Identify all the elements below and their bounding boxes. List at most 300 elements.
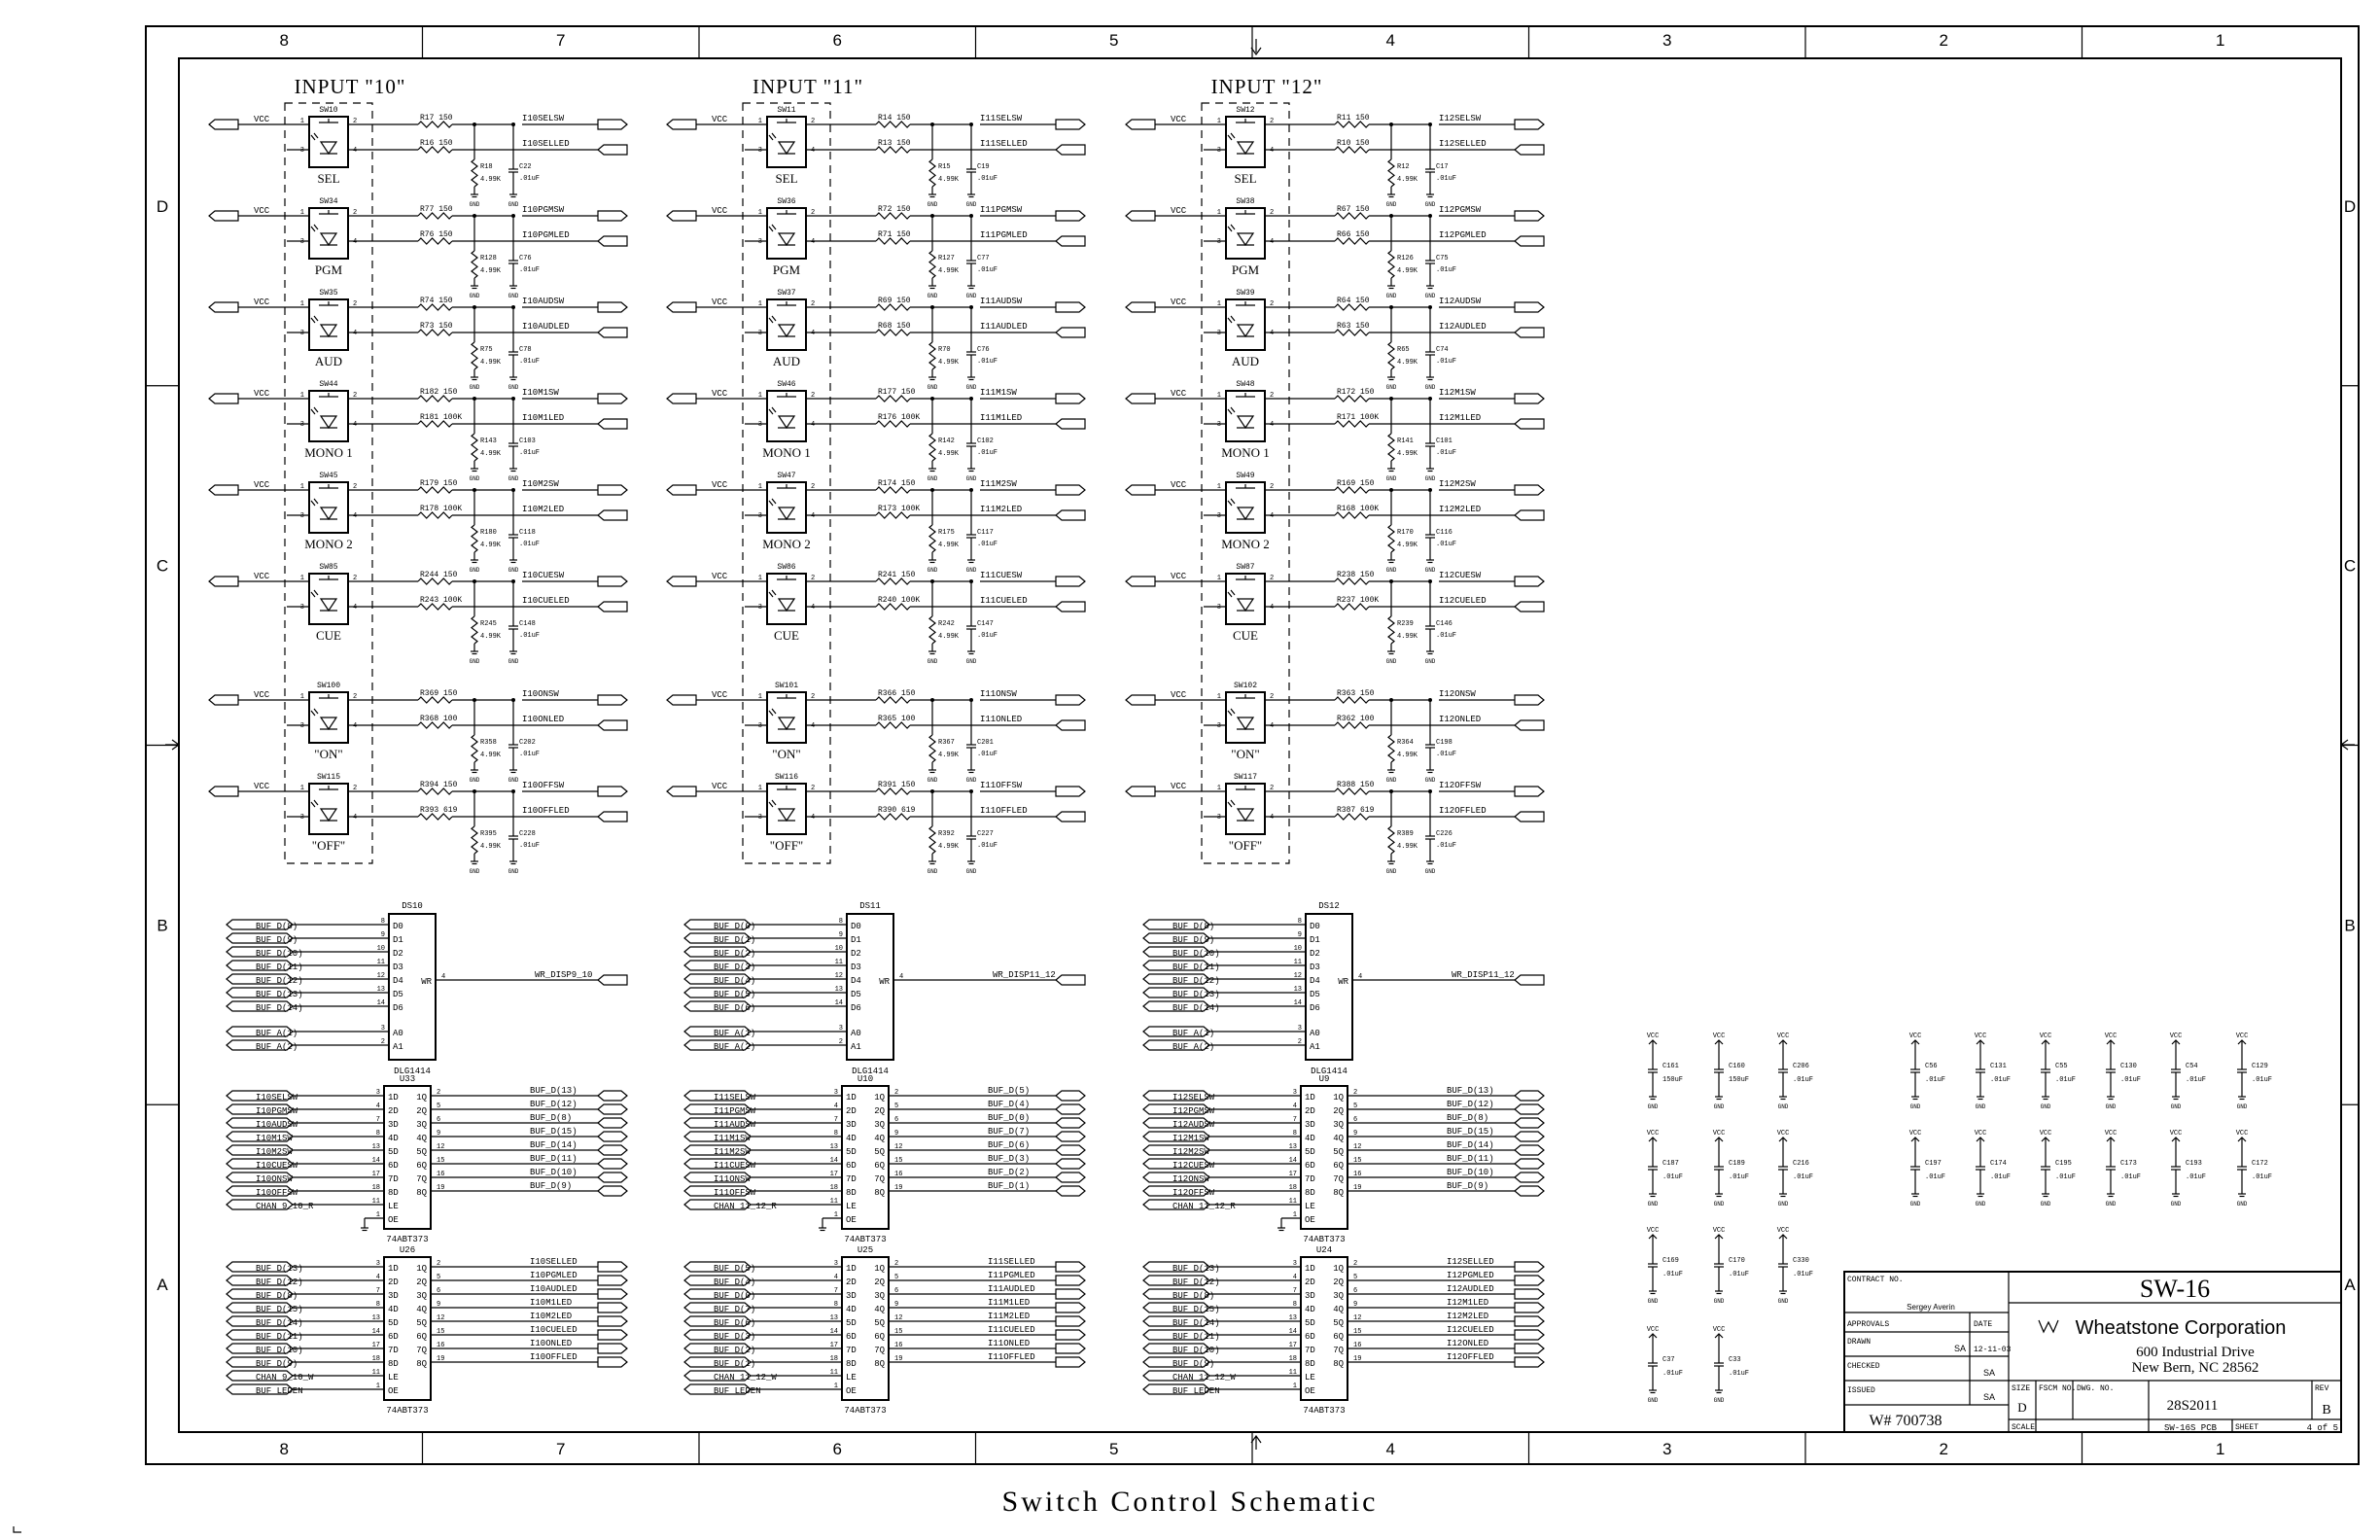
pin-number: 14: [1293, 999, 1302, 1007]
gnd-label: GND: [469, 658, 480, 665]
capacitor: [1425, 261, 1435, 263]
ground-symbol: [471, 651, 478, 654]
signal-out-flag: [1515, 302, 1544, 312]
ground-symbol: [928, 377, 936, 380]
pin-name: 1Q: [1333, 1264, 1344, 1274]
title-block: [1844, 1272, 2341, 1433]
capacitor-value: .01uF: [1990, 1173, 2012, 1181]
signal-name: I12M2SW: [1439, 479, 1476, 489]
pin-name: 6Q: [416, 1161, 427, 1171]
signal-out-flag: [598, 577, 627, 586]
resistor-value: 4.99K: [480, 176, 502, 184]
pin-number: 6: [894, 1287, 899, 1295]
switch-function-label: SEL: [317, 171, 340, 186]
signal-name: BUF_A(2): [1172, 1042, 1215, 1052]
ground-symbol: [471, 560, 478, 563]
resistor-ref: R171 100K: [1337, 413, 1380, 422]
signal-name: BUF_D(4): [714, 976, 756, 986]
pin-number: 3: [299, 147, 304, 155]
pin-name: 2D: [846, 1278, 857, 1287]
ic-ref: U10: [857, 1074, 874, 1084]
ground-symbol: [967, 560, 975, 563]
signal-name: BUF_D(2): [988, 1168, 1031, 1177]
ground-symbol: [1649, 1097, 1657, 1100]
switch-ref: SW48: [1236, 380, 1255, 389]
resistor-zigzag: [472, 525, 477, 552]
signal-name: BUF_D(11): [256, 1332, 303, 1342]
signal-name: BUF_D(12): [256, 1278, 303, 1287]
column-marker-bottom: 8: [279, 1440, 289, 1458]
led-emission-icon: [769, 800, 776, 807]
decoupling-capacitor: [1713, 1227, 1749, 1305]
pin-number: 4: [375, 1274, 380, 1281]
decoupling-capacitor: [1647, 1227, 1683, 1305]
vcc-label: VCC: [1171, 206, 1187, 216]
signal-name: BUF_D(8): [256, 1291, 298, 1301]
capacitor-value: .01uF: [1436, 358, 1457, 366]
signal-out-flag: [1515, 1344, 1544, 1353]
vcc-flag: [667, 302, 696, 312]
signal-out-flag: [1515, 211, 1544, 221]
pin-name: 4Q: [1333, 1134, 1344, 1143]
switch-function-label: MONO 1: [762, 445, 811, 460]
switch-circuit: [667, 563, 1085, 665]
signal-in-flag: [1056, 510, 1085, 520]
signal-name: I11ONLED: [980, 715, 1023, 724]
switch-function-label: "ON": [1231, 747, 1260, 761]
signal-name: BUF_D(5): [714, 1264, 756, 1274]
pin-number: 17: [829, 1171, 838, 1178]
vcc-label: VCC: [1776, 1227, 1790, 1235]
capacitor: [1425, 535, 1435, 538]
vcc-label: VCC: [1712, 1130, 1726, 1138]
pin-number: 1: [1216, 118, 1221, 125]
pulldown-resistor: [472, 159, 477, 187]
signal-out-flag: [598, 394, 627, 403]
gnd-label: GND: [1424, 475, 1436, 482]
pin-number: 18: [1288, 1184, 1297, 1192]
pin-number: 2: [353, 575, 358, 582]
switch-function-label: MONO 2: [762, 537, 811, 551]
pin-number: 14: [829, 1157, 838, 1165]
resistor-ref: R71 150: [878, 230, 911, 239]
signal-name: BUF_D(8): [256, 922, 298, 931]
led-diode-icon: [1238, 599, 1253, 611]
drawn-date: 12-11-03: [1974, 1346, 2012, 1354]
capacitor: [1910, 1069, 1920, 1072]
resistor-value: 4.99K: [938, 267, 960, 275]
gnd-label: GND: [965, 658, 977, 665]
switch-circuit: [209, 472, 627, 574]
led-emission-icon: [311, 590, 318, 597]
decoupling-capacitor: [1777, 1032, 1813, 1110]
signal-name: I12SELSW: [1172, 1093, 1215, 1102]
ic-ref: U33: [399, 1074, 416, 1084]
led-emission-icon: [1228, 590, 1235, 597]
resistor-zigzag: [472, 616, 477, 644]
led-emission-icon: [311, 316, 318, 323]
column-marker-top: 3: [1662, 31, 1672, 50]
switch-function-label: CUE: [316, 628, 341, 643]
resistor-ref: R10 150: [1337, 139, 1370, 148]
pin-name: 2Q: [1333, 1278, 1344, 1287]
pin-name: OE: [388, 1215, 399, 1225]
bus-flag: [1515, 1118, 1544, 1128]
signal-name: I12ONSW: [1439, 689, 1476, 699]
size-label: SIZE: [2012, 1384, 2031, 1393]
pin-name: 4D: [1305, 1305, 1315, 1314]
row-marker-left: A: [157, 1276, 168, 1295]
ic-part: DLG1414: [394, 1067, 431, 1076]
signal-in-flag: [1515, 145, 1544, 155]
capacitor-ref: C130: [2120, 1063, 2137, 1070]
resistor-value: 4.99K: [938, 633, 960, 641]
capacitor-value: .01uF: [2252, 1076, 2273, 1084]
pin-name: 6Q: [416, 1332, 427, 1342]
pin-number: 1: [299, 575, 304, 582]
pin-number: 5: [1353, 1102, 1358, 1110]
led-diode-icon: [321, 809, 336, 821]
switch-ref: SW101: [774, 682, 799, 690]
resistor-ref: R368 100: [420, 715, 458, 723]
pin-number: 13: [829, 1143, 838, 1151]
vcc-flag: [667, 695, 696, 705]
signal-name: I10M1SW: [522, 388, 559, 398]
gnd-label: GND: [965, 384, 977, 391]
capacitor-ref: C33: [1729, 1356, 1741, 1364]
ground-symbol: [2107, 1097, 2115, 1100]
pin-name: 3D: [388, 1291, 399, 1301]
signal-name: I11OFFSW: [980, 781, 1023, 790]
switch-ref: SW36: [777, 197, 796, 206]
led-emission-icon: [769, 225, 776, 231]
capacitor: [966, 535, 976, 538]
capacitor-value: .01uF: [1662, 1370, 1684, 1378]
capacitor-ref: C75: [1436, 255, 1449, 262]
signal-name: I10AUDSW: [522, 297, 565, 306]
pin-name: 6D: [1305, 1161, 1315, 1171]
scale-label: SCALE: [2012, 1423, 2036, 1432]
input-group: [667, 75, 1085, 875]
pin-number: 2: [811, 483, 816, 491]
resistor-ref: R16 150: [420, 139, 453, 148]
pin-number: 9: [1353, 1130, 1358, 1138]
resistor-ref: R174 150: [878, 479, 916, 488]
pin-number: 9: [838, 931, 843, 939]
pin-name: D5: [1310, 990, 1320, 999]
sheet-label: SHEET: [2235, 1423, 2259, 1432]
pin-name: 5Q: [416, 1147, 427, 1157]
pin-number: 4: [1270, 512, 1275, 520]
signal-name: BUF_D(10): [1172, 949, 1220, 959]
pin-name: D0: [851, 922, 861, 931]
drawing-number: 28S2011: [2166, 1398, 2219, 1414]
pin-number: 11: [371, 1369, 380, 1377]
outer-border: [146, 26, 2359, 1464]
pin-number: 1: [757, 483, 762, 491]
pin-number: 6: [894, 1116, 899, 1124]
pin-number: 3: [380, 1025, 385, 1032]
size-value: D: [2017, 1400, 2027, 1415]
gnd-label: GND: [1385, 658, 1397, 665]
signal-name: I12AUDSW: [1172, 1120, 1215, 1130]
signal-name: WR_DISP9_10: [535, 970, 593, 980]
pin-number: 1: [1216, 575, 1221, 582]
resistor-ref: R126: [1397, 255, 1414, 262]
signal-name: BUF_D(15): [1447, 1127, 1494, 1137]
vcc-label: VCC: [1171, 115, 1187, 124]
gnd-label: GND: [2040, 1201, 2051, 1208]
signal-name: I12OFFLED: [1447, 1352, 1494, 1362]
ground-symbol: [1911, 1194, 1919, 1197]
pin-number: 5: [894, 1274, 899, 1281]
pin-number: 3: [757, 512, 762, 520]
ground-symbol: [361, 1228, 368, 1231]
gnd-label: GND: [927, 293, 938, 299]
vcc-label: VCC: [1171, 690, 1187, 700]
capacitor-ref: C129: [2252, 1063, 2268, 1070]
led-diode-icon: [1238, 325, 1253, 336]
ic-ref: DS10: [402, 901, 423, 911]
switch-circuit: [667, 197, 1085, 299]
ground-symbol: [509, 560, 517, 563]
vcc-label: VCC: [254, 480, 270, 490]
pin-number: 1: [299, 118, 304, 125]
pin-number: 4: [833, 1102, 838, 1110]
resistor-value: 4.99K: [938, 542, 960, 549]
pin-number: 16: [437, 1342, 445, 1349]
pin-name: OE: [846, 1386, 857, 1396]
resistor-ref: R238 150: [1337, 571, 1375, 579]
ic-part: 74ABT373: [386, 1235, 429, 1244]
pin-number: 2: [811, 209, 816, 217]
signal-name: I12OFFSW: [1172, 1188, 1215, 1198]
switch-ref: SW85: [319, 563, 338, 572]
pin-number: 8: [1292, 1130, 1297, 1138]
vcc-flag: [1126, 485, 1155, 495]
ground-symbol: [1426, 560, 1434, 563]
resistor-zigzag: [929, 251, 935, 278]
gnd-label: GND: [2236, 1103, 2248, 1110]
bus-flag: [1515, 1172, 1544, 1182]
pin-name: D3: [851, 962, 861, 972]
switch-circuit: [1126, 472, 1544, 574]
signal-in-flag: [598, 720, 627, 730]
pin-name: 8Q: [416, 1188, 427, 1198]
vcc-label: VCC: [2039, 1130, 2052, 1138]
pin-number: 1: [1216, 392, 1221, 400]
pin-name: 5D: [846, 1318, 857, 1328]
vcc-flag: [667, 120, 696, 129]
switch-circuit: [1126, 682, 1544, 784]
resistor-ref: R63 150: [1337, 322, 1370, 331]
signal-name: I12M1SW: [1439, 388, 1476, 398]
pin-name: A0: [393, 1029, 403, 1038]
pin-number: 12: [1293, 972, 1302, 980]
signal-name: I12M2SW: [1172, 1147, 1209, 1157]
switch-ref: SW39: [1236, 289, 1255, 298]
capacitor-ref: C174: [1990, 1160, 2007, 1168]
signal-out-flag: [598, 1357, 627, 1367]
pin-name: D5: [851, 990, 861, 999]
decoupling-capacitor: [1975, 1032, 2011, 1110]
resistor-zigzag: [929, 159, 935, 187]
pin-name: 1D: [846, 1264, 857, 1274]
pin-number: 4: [1270, 814, 1275, 822]
signal-name: I10PGMSW: [522, 205, 565, 215]
resistor-zigzag: [472, 159, 477, 187]
gnd-label: GND: [2040, 1103, 2051, 1110]
signal-name: BUF_D(11): [1447, 1154, 1494, 1164]
signal-name: I10AUDLED: [522, 322, 570, 332]
capacitor-value: .01uF: [977, 449, 998, 457]
capacitor-value: .01uF: [519, 266, 541, 274]
decoupling-capacitor: [1713, 1326, 1749, 1404]
signal-name: I11ONSW: [714, 1174, 751, 1184]
signal-name: I10M1SW: [256, 1134, 293, 1143]
resistor-zigzag: [1388, 251, 1394, 278]
signal-name: BUF_D(10): [530, 1168, 578, 1177]
vcc-label: VCC: [1171, 480, 1187, 490]
signal-in-flag: [598, 975, 627, 985]
pin-number: 3: [1216, 238, 1221, 246]
pin-name: 3D: [846, 1120, 857, 1130]
pin-number: 4: [353, 512, 358, 520]
pin-name: 3D: [846, 1291, 857, 1301]
pin-number: 2: [1270, 483, 1275, 491]
pin-number: 3: [833, 1260, 838, 1268]
gnd-label: GND: [965, 777, 977, 784]
pin-number: 14: [1288, 1157, 1297, 1165]
capacitor-value: .01uF: [1436, 175, 1457, 183]
decoupling-capacitor: [1975, 1130, 2011, 1208]
capacitor-ref: C77: [977, 255, 990, 262]
vcc-label: VCC: [1712, 1032, 1726, 1040]
signal-name: BUF_D(6): [714, 1318, 756, 1328]
pin-name: 7D: [1305, 1346, 1315, 1355]
capacitor-value: .01uF: [1925, 1173, 1946, 1181]
gnd-label: GND: [1424, 567, 1436, 574]
vcc-flag: [1126, 120, 1155, 129]
pin-name: D1: [1310, 935, 1320, 945]
display-driver: [1143, 901, 1544, 1076]
capacitor-value: .01uF: [2186, 1173, 2207, 1181]
gnd-label: GND: [1424, 384, 1436, 391]
led-emission-icon: [311, 133, 318, 140]
resistor-ref: R11 150: [1337, 114, 1370, 122]
capacitor: [2041, 1069, 2050, 1072]
pin-number: 12: [437, 1143, 445, 1151]
pin-number: 11: [1293, 959, 1302, 966]
pin-number: 4: [833, 1274, 838, 1281]
ground-symbol: [1977, 1194, 1984, 1197]
pin-name: 2Q: [416, 1106, 427, 1116]
signal-in-flag: [1515, 720, 1544, 730]
resistor-ref: R69 150: [878, 297, 911, 305]
capacitor-value: .01uF: [977, 751, 998, 758]
pin-name: 3D: [388, 1120, 399, 1130]
ground-symbol: [1387, 286, 1395, 289]
pulldown-resistor: [929, 735, 935, 762]
capacitor-ref: C172: [2252, 1160, 2268, 1168]
bus-flag: [1515, 1159, 1544, 1169]
pin-name: D3: [1310, 962, 1320, 972]
capacitor-ref: C195: [2055, 1160, 2072, 1168]
led-emission-icon: [769, 316, 776, 323]
pin-name: 3Q: [1333, 1291, 1344, 1301]
switch-ref: SW11: [777, 106, 796, 115]
signal-name: I11SELLED: [980, 139, 1028, 149]
signal-name: I12CUESW: [1172, 1161, 1215, 1171]
capacitor-ref: C202: [519, 739, 536, 747]
capacitor: [1648, 1264, 1658, 1267]
pin-number: 7: [833, 1287, 838, 1295]
signal-name: I10ONLED: [530, 1339, 573, 1348]
capacitor-value: .01uF: [519, 751, 541, 758]
gnd-label: GND: [508, 475, 519, 482]
schematic-caption: Switch Control Schematic: [1001, 1486, 1379, 1518]
display-driver: [684, 901, 1085, 1076]
resistor-ref: R390 619: [878, 806, 916, 815]
pin-name: A0: [851, 1029, 861, 1038]
resistor-ref: R177 150: [878, 388, 916, 397]
pulldown-resistor: [929, 342, 935, 369]
capacitor: [2106, 1069, 2116, 1072]
row-marker-left: C: [156, 556, 169, 576]
signal-name: BUF_LEDEN: [256, 1386, 303, 1396]
signal-name: BUF_A(1): [256, 1029, 298, 1038]
signal-in-flag: [1056, 145, 1085, 155]
pin-name: 1D: [1305, 1264, 1315, 1274]
signal-name: BUF_A(2): [714, 1042, 756, 1052]
resistor-value: 4.99K: [938, 752, 960, 759]
vcc-flag: [1126, 394, 1155, 403]
resistor-ref: R240 100K: [878, 596, 921, 605]
resistor-zigzag: [929, 616, 935, 644]
switch-ref: SW12: [1236, 106, 1255, 115]
signal-in-flag: [598, 510, 627, 520]
capacitor-value: .01uF: [2186, 1076, 2207, 1084]
pin-number: 8: [1297, 918, 1302, 926]
signal-out-flag: [598, 1344, 627, 1353]
pin-name: LE: [388, 1373, 399, 1382]
gnd-label: GND: [965, 567, 977, 574]
ground-symbol: [1387, 770, 1395, 773]
capacitor-ref: C198: [1436, 739, 1452, 747]
signal-name: I11M1LED: [988, 1298, 1031, 1308]
bus-flag: [598, 1091, 627, 1101]
signal-name: BUF_D(5): [714, 990, 756, 999]
vcc-label: VCC: [1712, 1227, 1726, 1235]
vcc-label: VCC: [712, 690, 728, 700]
pin-name: LE: [1305, 1373, 1315, 1382]
column-marker-bottom: 7: [556, 1440, 566, 1458]
signal-name: I10M1LED: [522, 413, 565, 423]
wheatstone-logo-icon: [2039, 1320, 2058, 1332]
pin-name: 3D: [1305, 1120, 1315, 1130]
pin-number: 14: [371, 1328, 380, 1336]
gnd-label: GND: [1385, 777, 1397, 784]
bus-flag: [1515, 1091, 1544, 1101]
resistor-zigzag: [1388, 826, 1394, 854]
signal-name: I10CUELED: [530, 1325, 578, 1335]
ground-symbol: [1779, 1291, 1787, 1294]
column-marker-top: 1: [2216, 31, 2225, 50]
designer-name: Sergey Averin: [1907, 1303, 1955, 1312]
pulldown-resistor: [472, 525, 477, 552]
resistor-zigzag: [929, 434, 935, 461]
pin-number: 14: [371, 1157, 380, 1165]
